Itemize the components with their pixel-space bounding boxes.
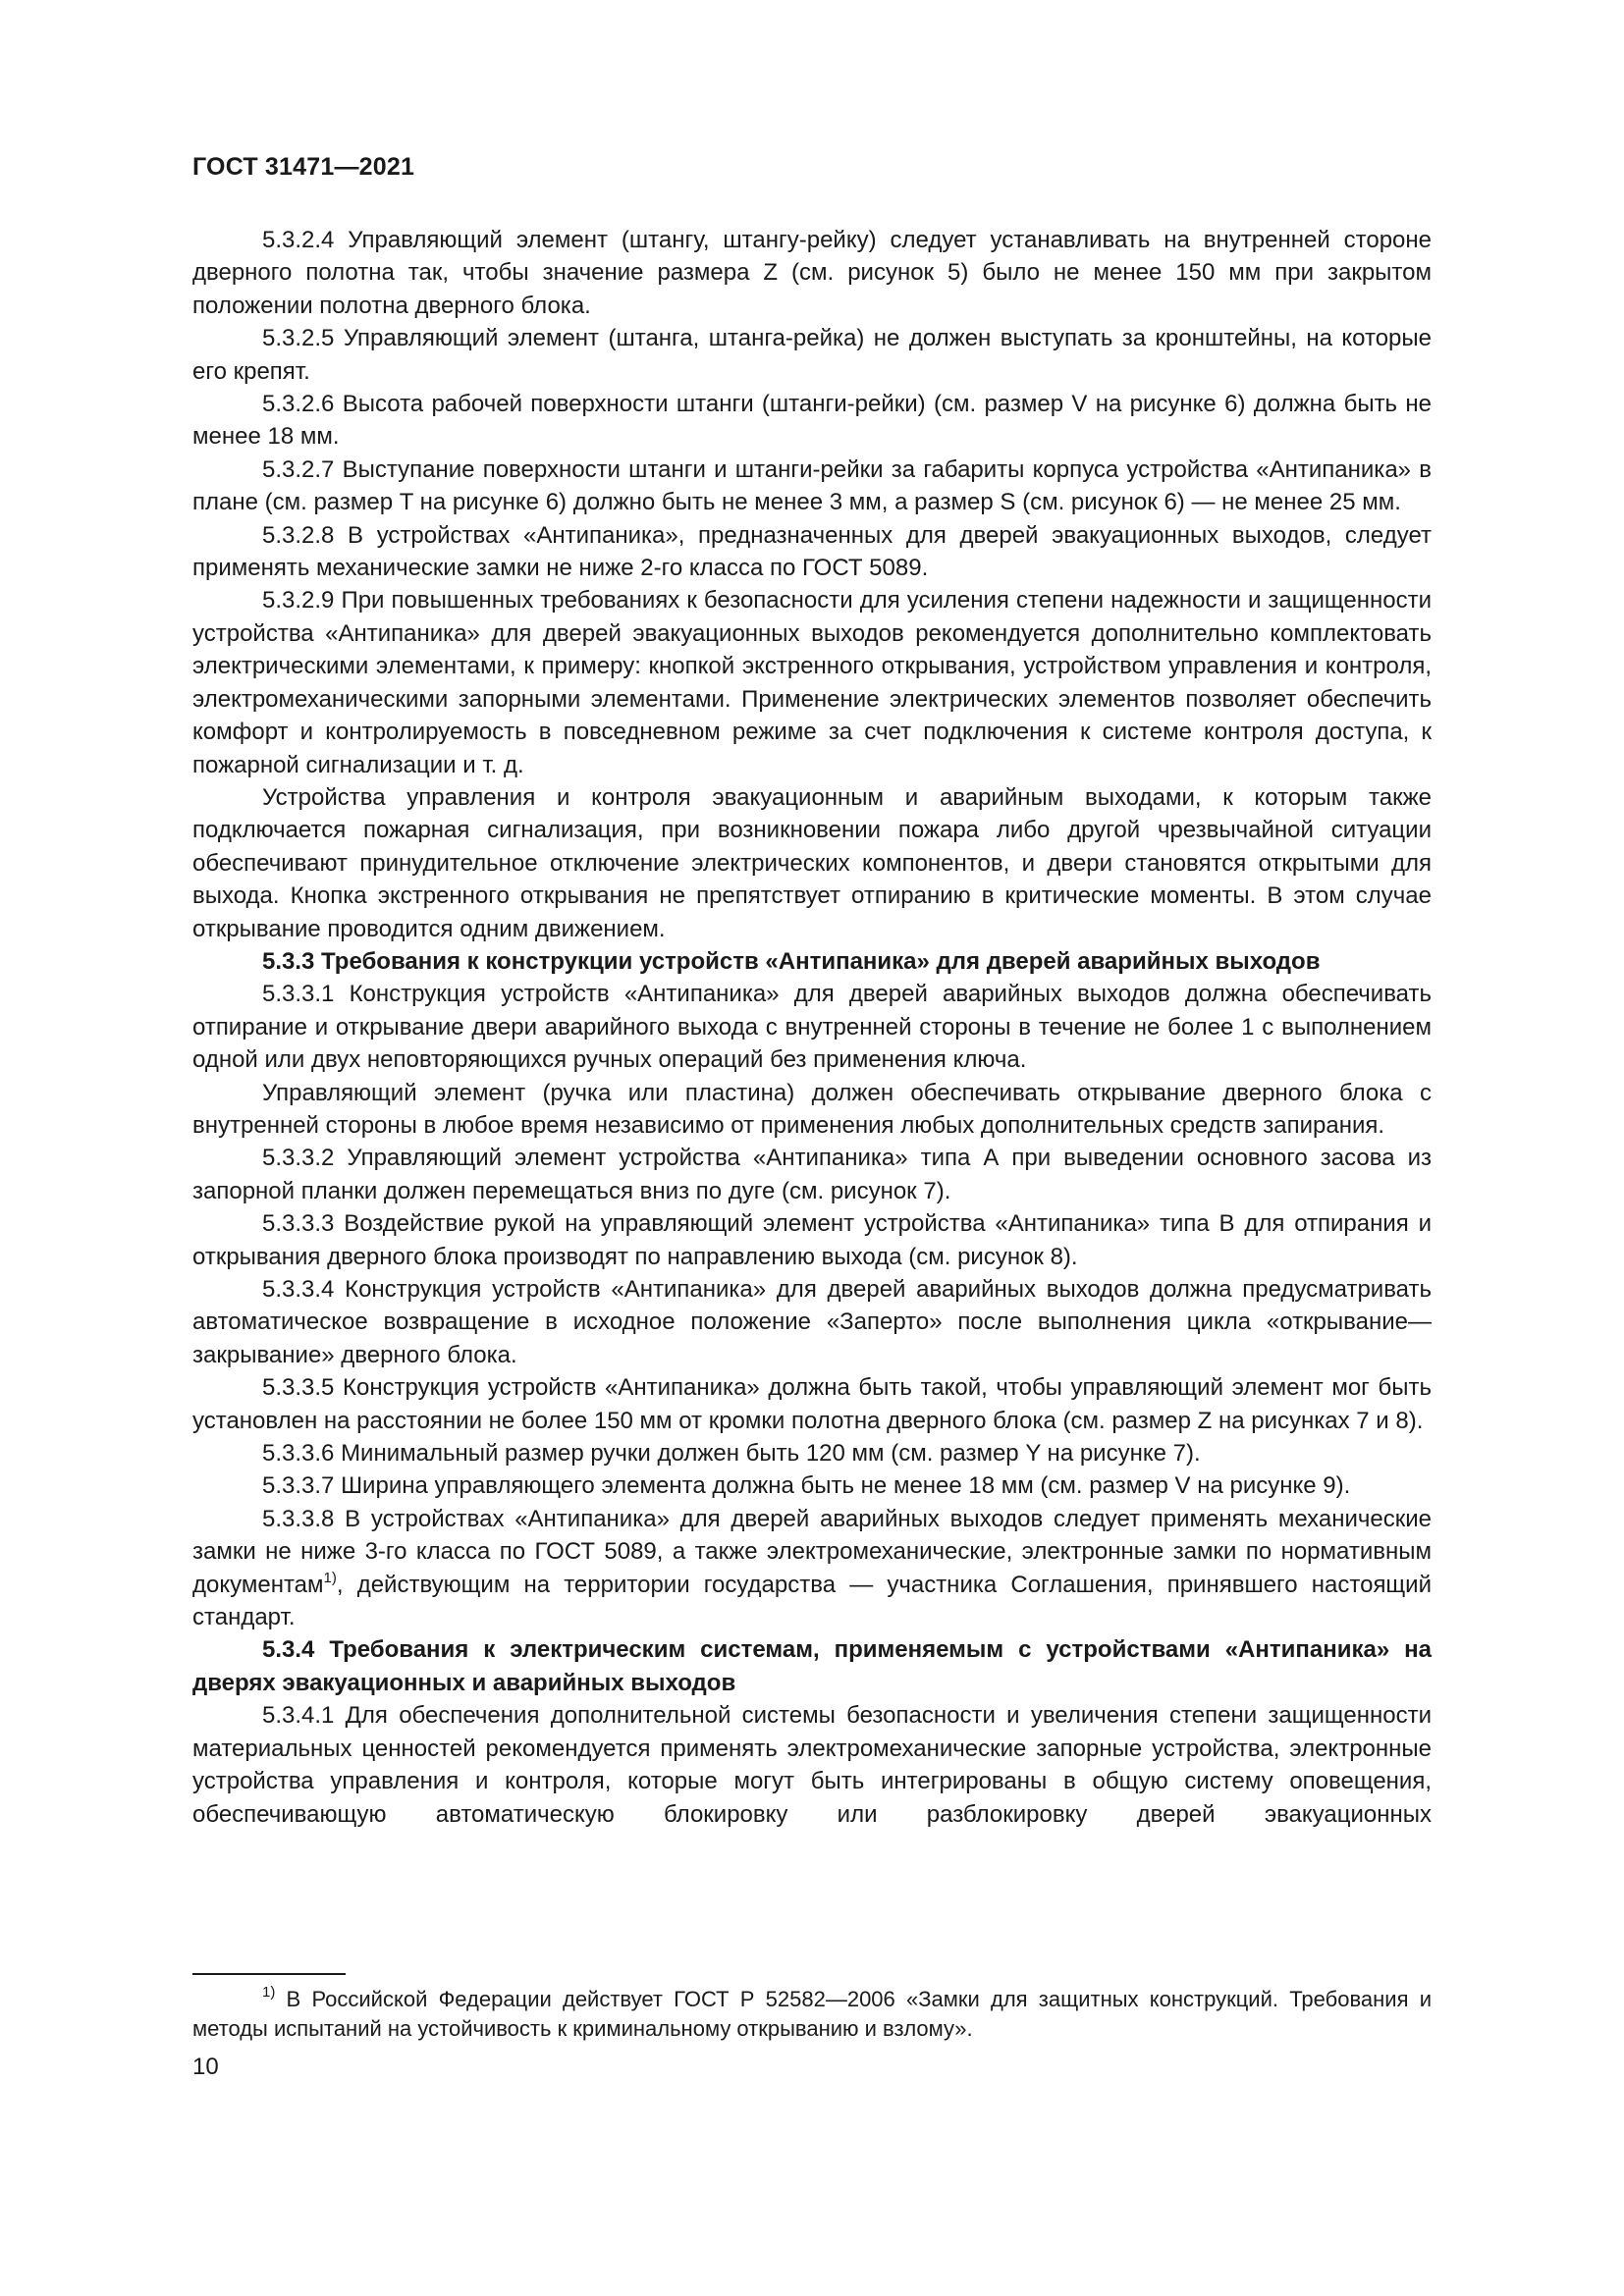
paragraph-5-3-2-5: 5.3.2.5 Управляющий элемент (штанга, штанга-рейка) не должен выступать за кронштейны, на которые его крепят. bbox=[192, 325, 1432, 385]
footnote-divider bbox=[192, 1973, 346, 1975]
paragraph-5-3-3-8-text: 5.3.3.8 В устройствах «Антипаника» для дверей аварийных выходов следует применять механические замки не ниже 3-го класса по ГОСТ 5089, а также электромеханические, электронные замки по нормативным документам bbox=[192, 1505, 1432, 1598]
paragraph-5-3-3-8-continuation: , действующим на территории государства — участника Соглашения, принявшего настоящий стандарт. bbox=[192, 1571, 1432, 1631]
footnote-text: В Российской Федерации действует ГОСТ Р 52582—2006 «Замки для защитных конструкций. Требования и методы испытаний на устойчивость к криминальному открыванию и взлому». bbox=[192, 1987, 1432, 2041]
paragraph-5-3-3-6: 5.3.3.6 Минимальный размер ручки должен быть 120 мм (см. размер Y на рисунке 7). bbox=[262, 1440, 1201, 1468]
paragraph-5-3-3-3: 5.3.3.3 Воздействие рукой на управляющий элемент устройства «Антипаника» типа В для отпирания и открывания дверного блока производят по направлению выхода (см. рисунок 8). bbox=[192, 1210, 1432, 1270]
document-body bbox=[192, 224, 1432, 1831]
paragraph-5-3-2-9: 5.3.2.9 При повышенных требованиях к безопасности для усиления степени надежности и защищенности устройства «Антипаника» для дверей эвакуационных выходов рекомендуется дополнительно комплектовать электрическими элементами, к примеру: кнопкой экстренного открывания, устройством управления и контроля, электромеханическими запорными элементами. Применение электрических элементов позволяет обеспечить комфорт и контролируемость в повседневном режиме за счет подключения к системе контроля доступа, к пожарной сигнализации и т. д. bbox=[192, 587, 1432, 778]
paragraph-5-3-3-7: 5.3.3.7 Ширина управляющего элемента должна быть не менее 18 мм (см. размер V на рисунке 9). bbox=[262, 1472, 1351, 1500]
paragraph-control-element: Управляющий элемент (ручка или пластина) должен обеспечивать открывание дверного блока с внутренней стороны в любое время независимо от применения любых дополнительных средств запирания. bbox=[192, 1079, 1432, 1139]
paragraph-5-3-2-8: 5.3.2.8 В устройствах «Антипаника», предназначенных для дверей эвакуационных выходов, следует применять механические замки не ниже 2-го класса по ГОСТ 5089. bbox=[192, 521, 1432, 582]
paragraph-5-3-3-2: 5.3.3.2 Управляющий элемент устройства «Антипаника» типа А при выведении основного засова из запорной планки должен перемещаться вниз по дуге (см. рисунок 7). bbox=[192, 1145, 1432, 1204]
section-heading-5-3-4: 5.3.4 Требования к электрическим системам, применяемым с устройствами «Антипаника» на дверях эвакуационных и аварийных выходов bbox=[192, 1636, 1432, 1696]
footnote-reference: 1) bbox=[323, 1569, 337, 1586]
paragraph-5-3-2-7: 5.3.2.7 Выступание поверхности штанги и штанги-рейки за габариты корпуса устройства «Антипаника» в плане (см. размер T на рисунке 6) должно быть не менее 3 мм, а размер S (см. рисунок 6) — не менее 25 мм. bbox=[192, 455, 1432, 516]
paragraph-control-devices: Устройства управления и контроля эвакуационным и аварийным выходами, к которым также подключается пожарная сигнализация, при возникновении пожара либо другой чрезвычайной ситуации обеспечивают принудительное отключение электрических компонентов, и двери становятся открытыми для выхода. Кнопка экстренного открывания не препятствует отпиранию в критические моменты. В этом случае открывание проводится одним движением. bbox=[192, 783, 1432, 942]
page-number: 10 bbox=[192, 2054, 219, 2080]
paragraph-5-3-4-1: 5.3.4.1 Для обеспечения дополнительной системы безопасности и увеличения степени защищенности материальных ценностей рекомендуется применять электромеханические запорные устройства, электронные устройства управления и контроля, которые могут быть интегрированы в общую систему оповещения, обеспечивающую автоматическую блокировку или разблокировку дверей эвакуационных bbox=[192, 1702, 1432, 1828]
paragraph-5-3-3-4: 5.3.3.4 Конструкция устройств «Антипаника» для дверей аварийных выходов должна предусматривать автоматическое возвращение в исходное положение «Заперто» после выполнения цикла «открывание—закрывание» дверного блока. bbox=[192, 1276, 1432, 1368]
paragraph-5-3-3-8 bbox=[192, 1503, 1432, 1634]
paragraph-5-3-2-6: 5.3.2.6 Высота рабочей поверхности штанги (штанги-рейки) (см. размер V на рисунке 6) должна быть не менее 18 мм. bbox=[192, 391, 1432, 451]
document-header: ГОСТ 31471—2021 bbox=[192, 153, 415, 181]
paragraph-5-3-2-4: 5.3.2.4 Управляющий элемент (штангу, штангу-рейку) следует устанавливать на внутренней стороне дверного полотна так, чтобы значение размера Z (см. рисунок 5) было не менее 150 мм при закрытом положении полотна дверного блока. bbox=[192, 227, 1432, 319]
footnote bbox=[192, 1985, 1432, 2044]
paragraph-5-3-3-5: 5.3.3.5 Конструкция устройств «Антипаника» должна быть такой, чтобы управляющий элемент мог быть установлен на расстоянии не более 150 мм от кромки полотна дверного блока (см. размер Z на рисунках 7 и 8). bbox=[192, 1374, 1432, 1434]
footnote-marker: 1) bbox=[262, 1984, 276, 2001]
paragraph-5-3-3-1: 5.3.3.1 Конструкция устройств «Антипаника» для дверей аварийных выходов должна обеспечивать отпирание и открывание двери аварийного выхода с внутренней стороны в течение не более 1 с выполнением одной или двух неповторяющихся ручных операций без применения ключа. bbox=[192, 981, 1432, 1074]
section-heading-5-3-3: 5.3.3 Требования к конструкции устройств «Антипаника» для дверей аварийных выходов bbox=[262, 947, 1321, 975]
footnote-paragraph bbox=[192, 1985, 1432, 2044]
